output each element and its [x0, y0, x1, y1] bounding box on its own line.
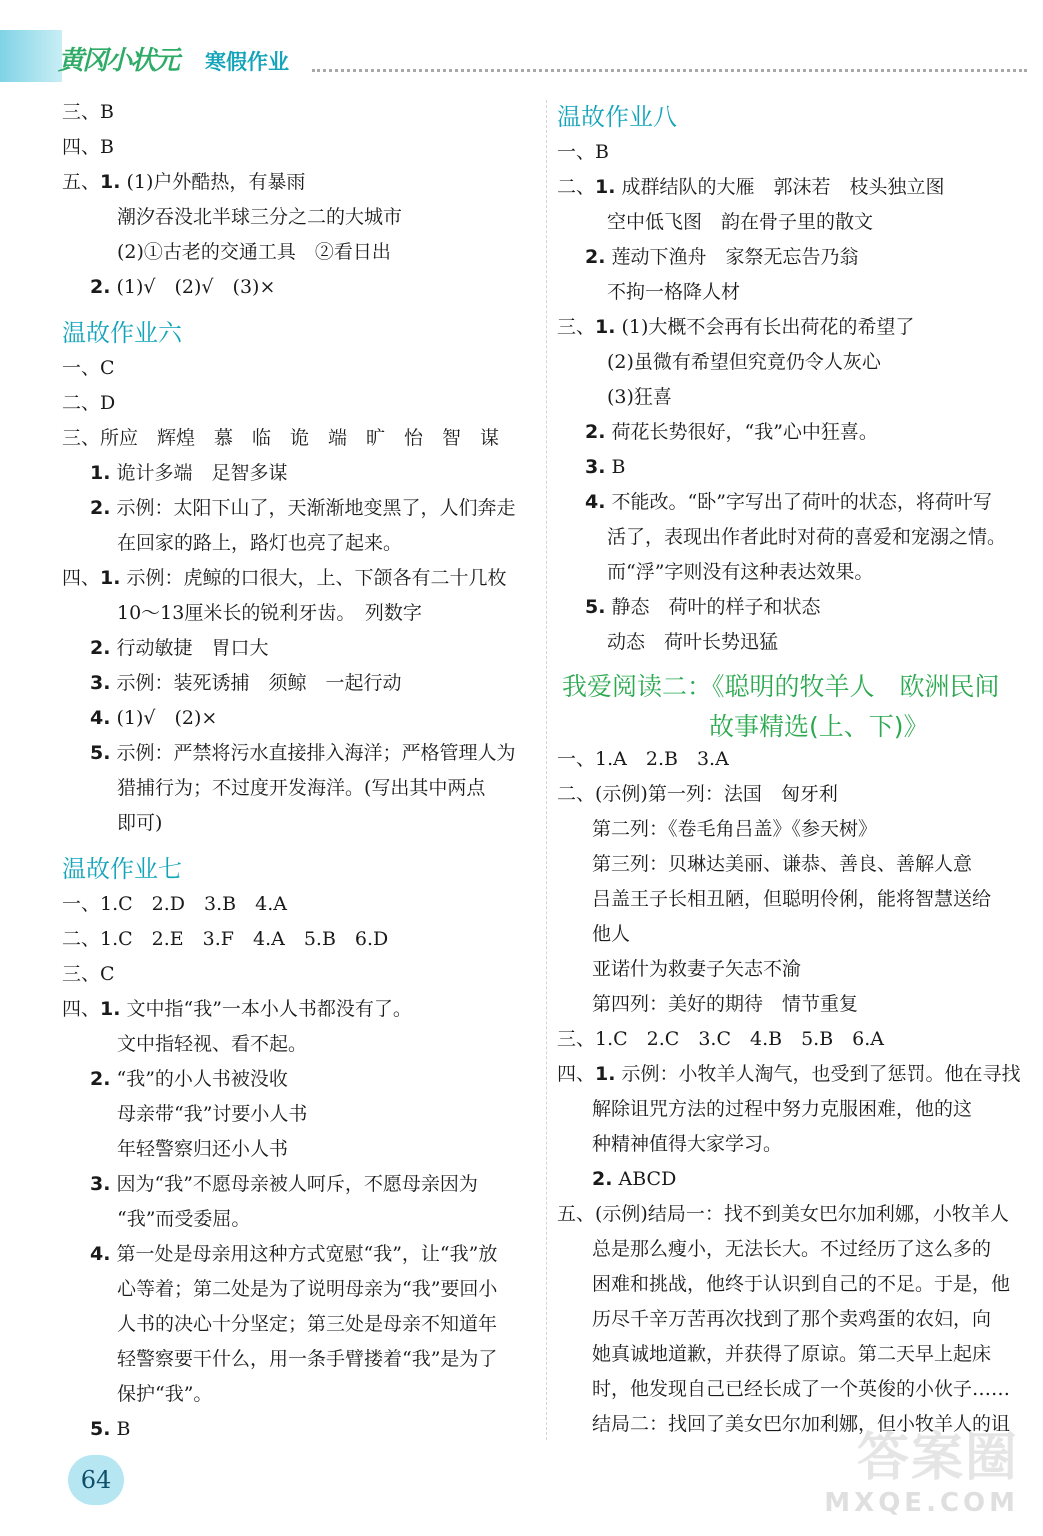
answer-line: 2. 莲动下渔舟 家祭无忘告乃翁	[585, 246, 859, 268]
answer-line: 二、(示例)第一列：法国 匈牙利	[557, 783, 838, 805]
answer-line: 四、1. 文中指“我”一本小人书都没有了。	[62, 998, 412, 1020]
answer-line: 一、B	[557, 141, 609, 163]
answer-line: 种精神值得大家学习。	[592, 1133, 783, 1155]
reading-section-heading: 我爱阅读二：《聪明的牧羊人 欧洲民间	[562, 672, 1000, 701]
answer-line: 五、(示例)结局一：找不到美女巴尔加利娜，小牧羊人	[557, 1203, 1009, 1225]
answer-line: 年轻警察归还小人书	[117, 1138, 289, 1160]
answer-line: 三、1.C 2.C 3.C 4.B 5.B 6.A	[557, 1028, 885, 1050]
answer-line: 二、1.C 2.E 3.F 4.A 5.B 6.D	[62, 928, 389, 950]
watermark-url: MXQE.COM	[824, 1488, 1019, 1518]
answer-line: 四、B	[62, 136, 114, 158]
answer-line: 一、1.C 2.D 3.B 4.A	[62, 893, 287, 915]
answer-line: 2. “我”的小人书被没收	[90, 1068, 288, 1090]
answer-line: 解除诅咒方法的过程中努力克服困难，他的这	[592, 1098, 973, 1120]
answer-line: 即可)	[117, 812, 163, 834]
answer-line: 4. (1)√ (2)×	[90, 707, 218, 729]
answer-line: 而“浮”字则没有这种表达效果。	[607, 561, 874, 583]
answer-line: 第二列：《卷毛角吕盖》《参天树》	[592, 818, 878, 840]
answer-line: 三、1. (1)大概不会再有长出荷花的希望了	[557, 316, 915, 338]
answer-line: 二、1. 成群结队的大雁 郭沫若 枝头独立图	[557, 176, 945, 198]
answer-line: 2. 示例：太阳下山了，天渐渐地变黑了，人们奔走	[90, 497, 516, 519]
answer-line: 一、1.A 2.B 3.A	[557, 748, 729, 770]
answer-line: 她真诚地道歉，并获得了原谅。第二天早上起床	[592, 1343, 992, 1365]
answer-line: 5. B	[90, 1418, 131, 1440]
answer-line: 2. ABCD	[592, 1168, 677, 1190]
answer-line: 一、C	[62, 357, 115, 379]
answer-line: 1. 诡计多端 足智多谋	[90, 462, 288, 484]
answer-line: 人书的决心十分坚定；第三处是母亲不知道年	[117, 1313, 498, 1335]
answer-line: 4. 第一处是母亲用这种方式宽慰“我”，让“我”放	[90, 1243, 498, 1265]
header-dotted-rule	[312, 69, 1027, 72]
answer-line: 第三列：贝琳达美丽、谦恭、善良、善解人意	[592, 853, 973, 875]
answer-line: (3)狂喜	[607, 386, 672, 408]
answer-line: 动态 荷叶长势迅猛	[607, 631, 779, 653]
answer-line: 5. 静态 荷叶的样子和状态	[585, 596, 821, 618]
section-heading: 温故作业七	[62, 855, 182, 883]
answer-line: 不拘一格降人材	[607, 281, 741, 303]
answer-line: 保护“我”。	[117, 1383, 213, 1405]
reading-section-heading-cont: 故事精选(上、下)》	[709, 712, 929, 741]
answer-line: 历尽千辛万苦再次找到了那个卖鸡蛋的农妇，向	[592, 1308, 992, 1330]
answer-line: 2. (1)√ (2)√ (3)×	[90, 276, 276, 298]
answer-line: 他人	[592, 923, 631, 945]
answer-line: 5. 示例：严禁将污水直接排入海洋；严格管理人为	[90, 742, 516, 764]
page-number: 64	[68, 1455, 124, 1505]
section-heading: 温故作业八	[557, 103, 677, 131]
answer-line: 困难和挑战，他终于认识到自己的不足。于是，他	[592, 1273, 1011, 1295]
answer-line: 亚诺什为救妻子矢志不渝	[592, 958, 802, 980]
answer-line: 三、B	[62, 101, 114, 123]
answer-line: 四、1. 示例：小牧羊人淘气，也受到了惩罚。他在寻找	[557, 1063, 1021, 1085]
answer-line: 心等着；第二处是为了说明母亲为“我”要回小	[117, 1278, 498, 1300]
answer-line: 三、所应 辉煌 慕 临 诡 端 旷 怡 智 谋	[62, 427, 500, 449]
watermark-logo: 答案圈	[856, 1428, 1019, 1488]
answer-line: 五、1. (1)户外酷热，有暴雨	[62, 171, 306, 193]
answer-line: (2)虽微有希望但究竟仍令人灰心	[607, 351, 881, 373]
answer-line: 四、1. 示例：虎鲸的口很大，上、下颌各有二十几枚	[62, 567, 507, 589]
answer-line: 10～13厘米长的锐利牙齿。 列数字	[117, 602, 422, 624]
answer-line: 活了，表现出作者此时对荷的喜爱和宠溺之情。	[607, 526, 1007, 548]
answer-line: 文中指轻视、看不起。	[117, 1033, 308, 1055]
answer-line: 结局二：找回了美女巴尔加利娜，但小牧羊人的诅	[592, 1413, 1011, 1435]
answer-line: 时，他发现自己已经长成了一个英俊的小伙子……	[592, 1378, 1011, 1400]
series-logo: 黄冈小状元	[58, 46, 179, 76]
answer-line: (2)①古老的交通工具 ②看日出	[117, 241, 391, 263]
answer-line: 猎捕行为；不过度开发海洋。(写出其中两点	[117, 777, 486, 799]
answer-line: 三、C	[62, 963, 115, 985]
answer-line: 潮汐吞没北半球三分之二的大城市	[117, 206, 403, 228]
answer-line: 3. B	[585, 456, 626, 478]
answer-line: 空中低飞图 韵在骨子里的散文	[607, 211, 874, 233]
answer-line: 2. 行动敏捷 胃口大	[90, 637, 269, 659]
section-heading: 温故作业六	[62, 319, 182, 347]
answer-line: 3. 因为“我”不愿母亲被人呵斥，不愿母亲因为	[90, 1173, 478, 1195]
answer-line: 第四列：美好的期待 情节重复	[592, 993, 859, 1015]
answer-line: 总是那么瘦小，无法长大。不过经历了这么多的	[592, 1238, 992, 1260]
answer-line: 在回家的路上，路灯也亮了起来。	[117, 532, 403, 554]
header-color-band	[0, 30, 62, 82]
header-title: 寒假作业	[205, 50, 289, 74]
column-divider	[546, 100, 547, 1440]
answer-line: 母亲带“我”讨要小人书	[117, 1103, 308, 1125]
answer-line: 吕盖王子长相丑陋，但聪明伶俐，能将智慧送给	[592, 888, 992, 910]
answer-line: 二、D	[62, 392, 116, 414]
answer-line: 4. 不能改。“卧”字写出了荷叶的状态，将荷叶写	[585, 491, 992, 513]
answer-line: “我”而受委屈。	[117, 1208, 251, 1230]
answer-line: 3. 示例：装死诱捕 须鲸 一起行动	[90, 672, 402, 694]
answer-line: 轻警察要干什么，用一条手臂搂着“我”是为了	[117, 1348, 498, 1370]
answer-line: 2. 荷花长势很好，“我”心中狂喜。	[585, 421, 878, 443]
